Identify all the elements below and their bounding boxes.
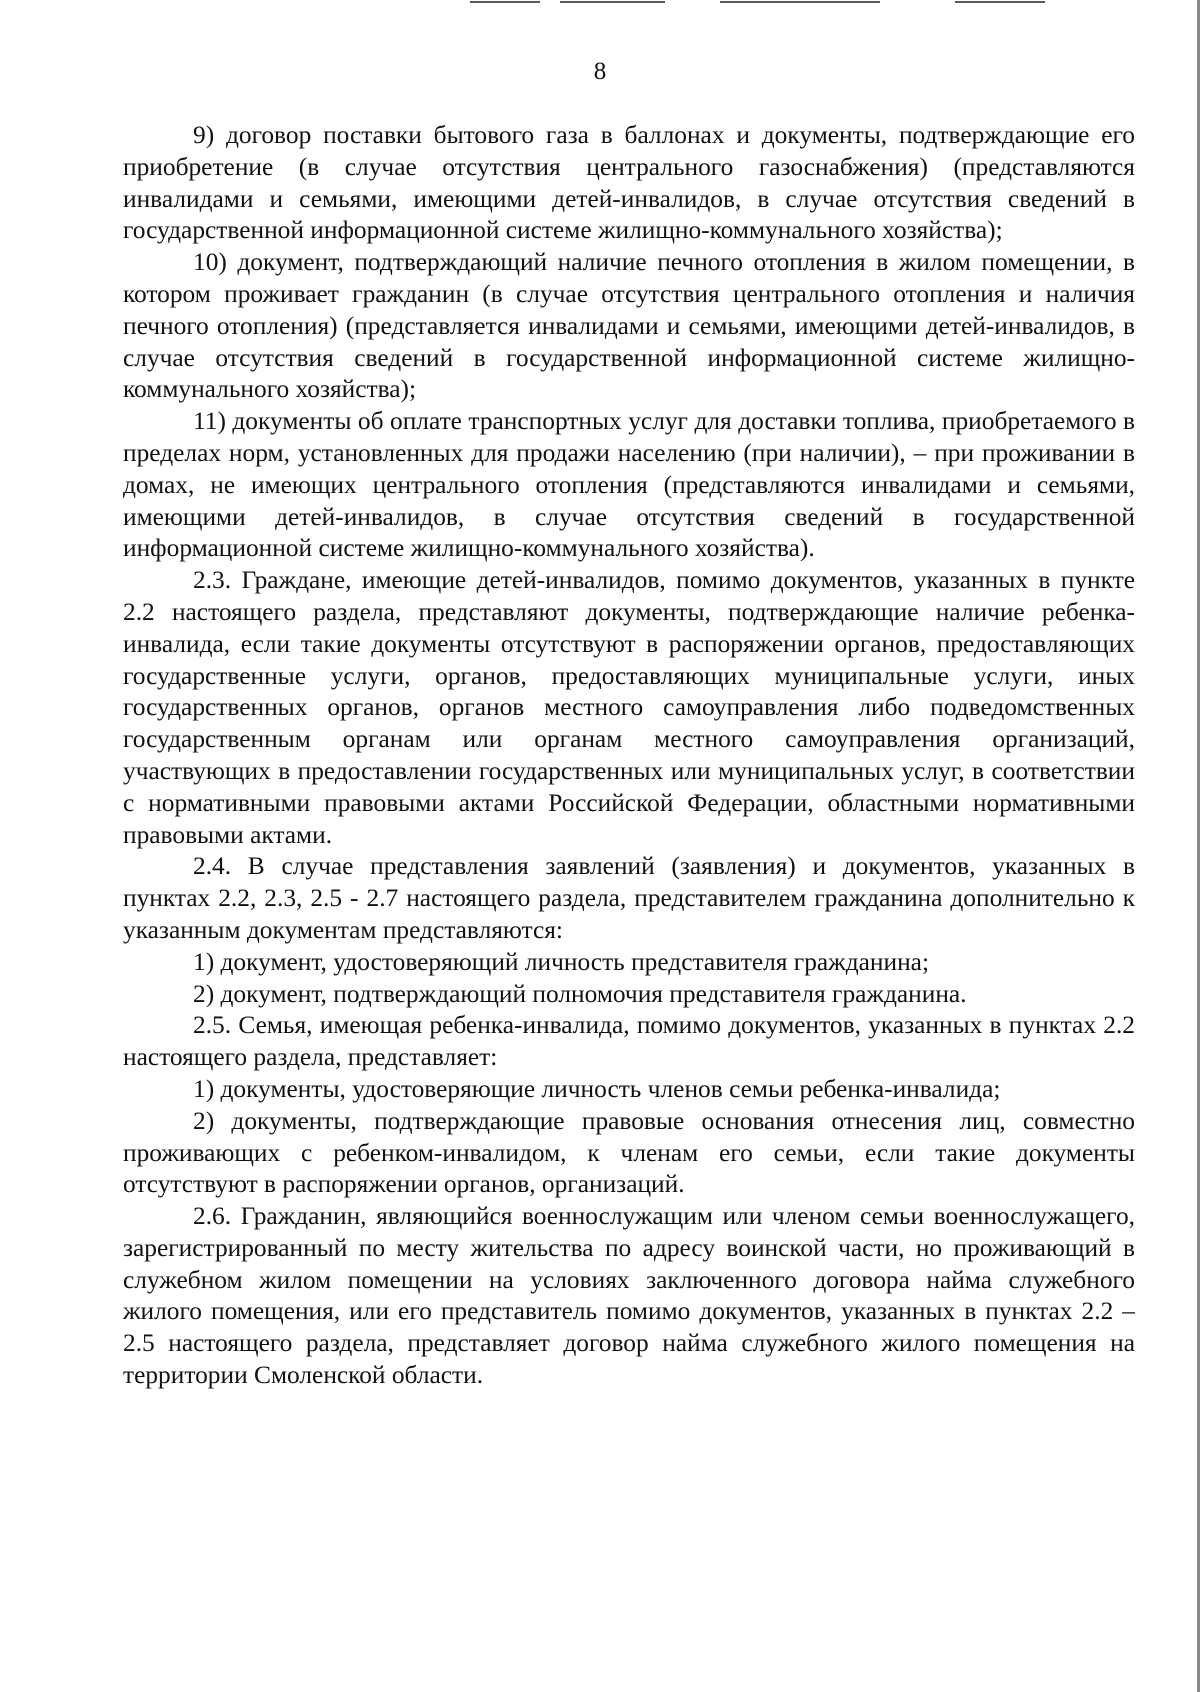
paragraph-item-11: 11) документы об оплате транспортных услуг для доставки топлива, приобретаемого в пределах норм, установленных для продажи населению (при наличии), – при проживании в домах, не имеющих центрального отопления (представляются инвалидами и семьями, имеющими детей-инвалидов, в случае отсутствия сведений в государственной информационной системе жилищно-коммунального хозяйства). (123, 407, 1135, 563)
paragraph-clause-2-6: 2.6. Гражданин, являющийся военнослужащим или членом семьи военнослужащего, зарегистрированный по месту жительства по адресу воинской части, но проживающий в служебном жилом помещении на условиях заключенного договора найма служебного жилого помещения, или его представитель помимо документов, указанных в пунктах 2.2 – 2.5 настоящего раздела, представляет договор найма служебного жилого помещения на территории Смоленской области. (123, 1202, 1135, 1390)
scan-mark (720, 1, 880, 3)
scan-edge-marks (0, 0, 1200, 6)
scan-mark (560, 1, 665, 3)
paragraph-clause-2-3: 2.3. Граждане, имеющие детей-инвалидов, помимо документов, указанных в пункте 2.2 настоящего раздела, представляют документы, подтверждающие наличие ребенка-инвалида, если такие документы отсутствуют в распоряжении органов, предоставляющих государственные услуги, органов, предоставляющих муниципальные услуги, иных государственных органов, органов местного самоуправления либо подведомственных государственным органам или органам местного самоуправления организаций, участвующих в предоставлении государственных или муниципальных услуг, в соответствии с нормативными правовыми актами Российской Федерации, областными нормативными правовыми актами. (123, 566, 1135, 849)
paragraph-clause-2-5-item-1: 1) документы, удостоверяющие личность членов семьи ребенка-инвалида; (193, 1074, 1001, 1103)
document-body (123, 120, 1135, 1392)
paragraph-clause-2-5: 2.5. Семья, имеющая ребенка-инвалида, помимо документов, указанных в пунктах 2.2 настоящего раздела, представляет: (123, 1011, 1135, 1072)
paragraph-clause-2-4-item-2: 2) документ, подтверждающий полномочия представителя гражданина. (193, 979, 967, 1008)
scan-mark (470, 1, 540, 3)
paragraph-item-9: 9) договор поставки бытового газа в баллонах и документы, подтверждающие его приобретение (в случае отсутствия центрального газоснабжения) (представляются инвалидами и семьями, имеющими детей-инвалидов, в случае отсутствия сведений в государственной информационной системе жилищно-коммунального хозяйства); (123, 121, 1135, 245)
scan-mark (955, 1, 1045, 3)
paragraph-clause-2-5-item-2: 2) документы, подтверждающие правовые основания отнесения лиц, совместно проживающих с ребенком-инвалидом, к членам его семьи, если такие документы отсутствуют в распоряжении органов, организаций. (123, 1106, 1135, 1199)
paragraph-item-10: 10) документ, подтверждающий наличие печного отопления в жилом помещении, в котором проживает гражданин (в случае отсутствия центрального отопления и наличия печного отопления) (представляется инвалидами и семьями, имеющими детей-инвалидов, в случае отсутствия сведений в государственной информационной системе жилищно-коммунального хозяйства); (123, 248, 1135, 404)
paragraph-clause-2-4: 2.4. В случае представления заявлений (заявления) и документов, указанных в пунктах 2.2, 2.3, 2.5 - 2.7 настоящего раздела, представителем гражданина дополнительно к указанным документам представляются: (123, 852, 1135, 944)
page-number: 8 (593, 58, 607, 85)
paragraph-clause-2-4-item-1: 1) документ, удостоверяющий личность представителя гражданина; (193, 947, 930, 976)
